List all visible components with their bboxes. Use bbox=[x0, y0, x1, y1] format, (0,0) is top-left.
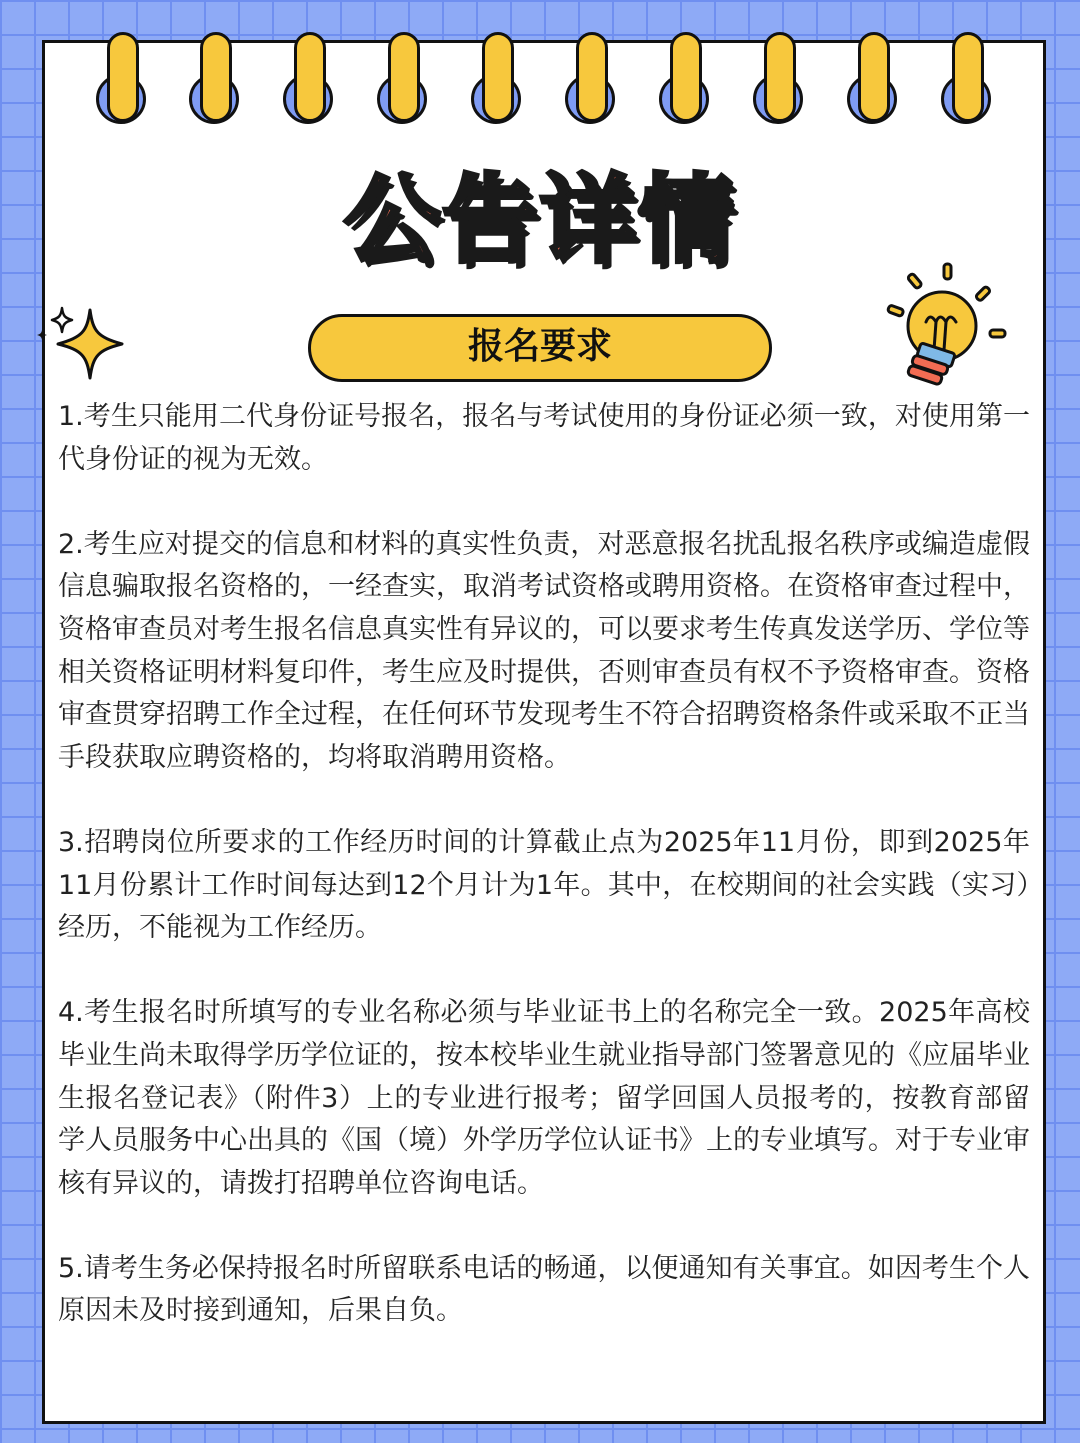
section-label: 报名要求 bbox=[308, 314, 772, 382]
binder-ring-icon bbox=[657, 32, 715, 124]
binder-ring-icon bbox=[94, 32, 152, 124]
requirement-item: 5.请考生务必保持报名时所留联系电话的畅通，以便通知有关事宜。如因考生个人原因未及时接到通知，后果自负。 bbox=[58, 1252, 1030, 1327]
requirement-item: 3.招聘岗位所要求的工作经历时间的计算截止点为2025年11月份，即到2025年11月份累计工作时间每达到12个月计为1年。其中，在校期间的社会实践（实习）经历，不能视为工作经历。 bbox=[58, 826, 1030, 944]
lightbulb-icon bbox=[882, 260, 1012, 390]
requirement-item: 2.考生应对提交的信息和材料的真实性负责，对恶意报名扰乱报名秩序或编造虚假信息骗取报名资格的，一经查实，取消考试资格或聘用资格。在资格审查过程中，资格审查员对考生报名信息真实性有异议的，可以要求考生传真发送学历、学位等相关资格证明材料复印件，考生应及时提供，否则审查员有权不予资格审查。资格审查贯穿招聘工作全过程，在任何环节发现考生不符合招聘资格条件或采取不正当手段获取应聘资格的，均将取消聘用资格。 bbox=[58, 528, 1030, 773]
binder-ring-icon bbox=[187, 32, 245, 124]
binder-ring-icon bbox=[563, 32, 621, 124]
page-title: 公告详情 bbox=[344, 164, 736, 276]
requirements-list bbox=[58, 396, 1030, 1376]
requirement-item: 1.考生只能用二代身份证号报名，报名与考试使用的身份证必须一致，对使用第一代身份证的视为无效。 bbox=[58, 401, 1030, 475]
requirement-item: 4.考生报名时所填写的专业名称必须与毕业证书上的名称完全一致。2025年高校毕业生尚未取得学历学位证的，按本校毕业生就业指导部门签署意见的《应届毕业生报名登记表》（附件3）上的专业进行报考；留学回国人员报考的，按教育部留学人员服务中心出具的《国（境）外学历学位认证书》上的专业填写。对于专业审核有异议的，请拨打招聘单位咨询电话。 bbox=[58, 997, 1030, 1199]
binder-ring-icon bbox=[375, 32, 433, 124]
binder-ring-icon bbox=[281, 32, 339, 124]
binder-ring-icon bbox=[469, 32, 527, 124]
binder-ring-icon bbox=[751, 32, 809, 124]
sparkle-icon bbox=[30, 300, 130, 384]
binder-ring-icon bbox=[939, 32, 997, 124]
binder-ring-icon bbox=[845, 32, 903, 124]
